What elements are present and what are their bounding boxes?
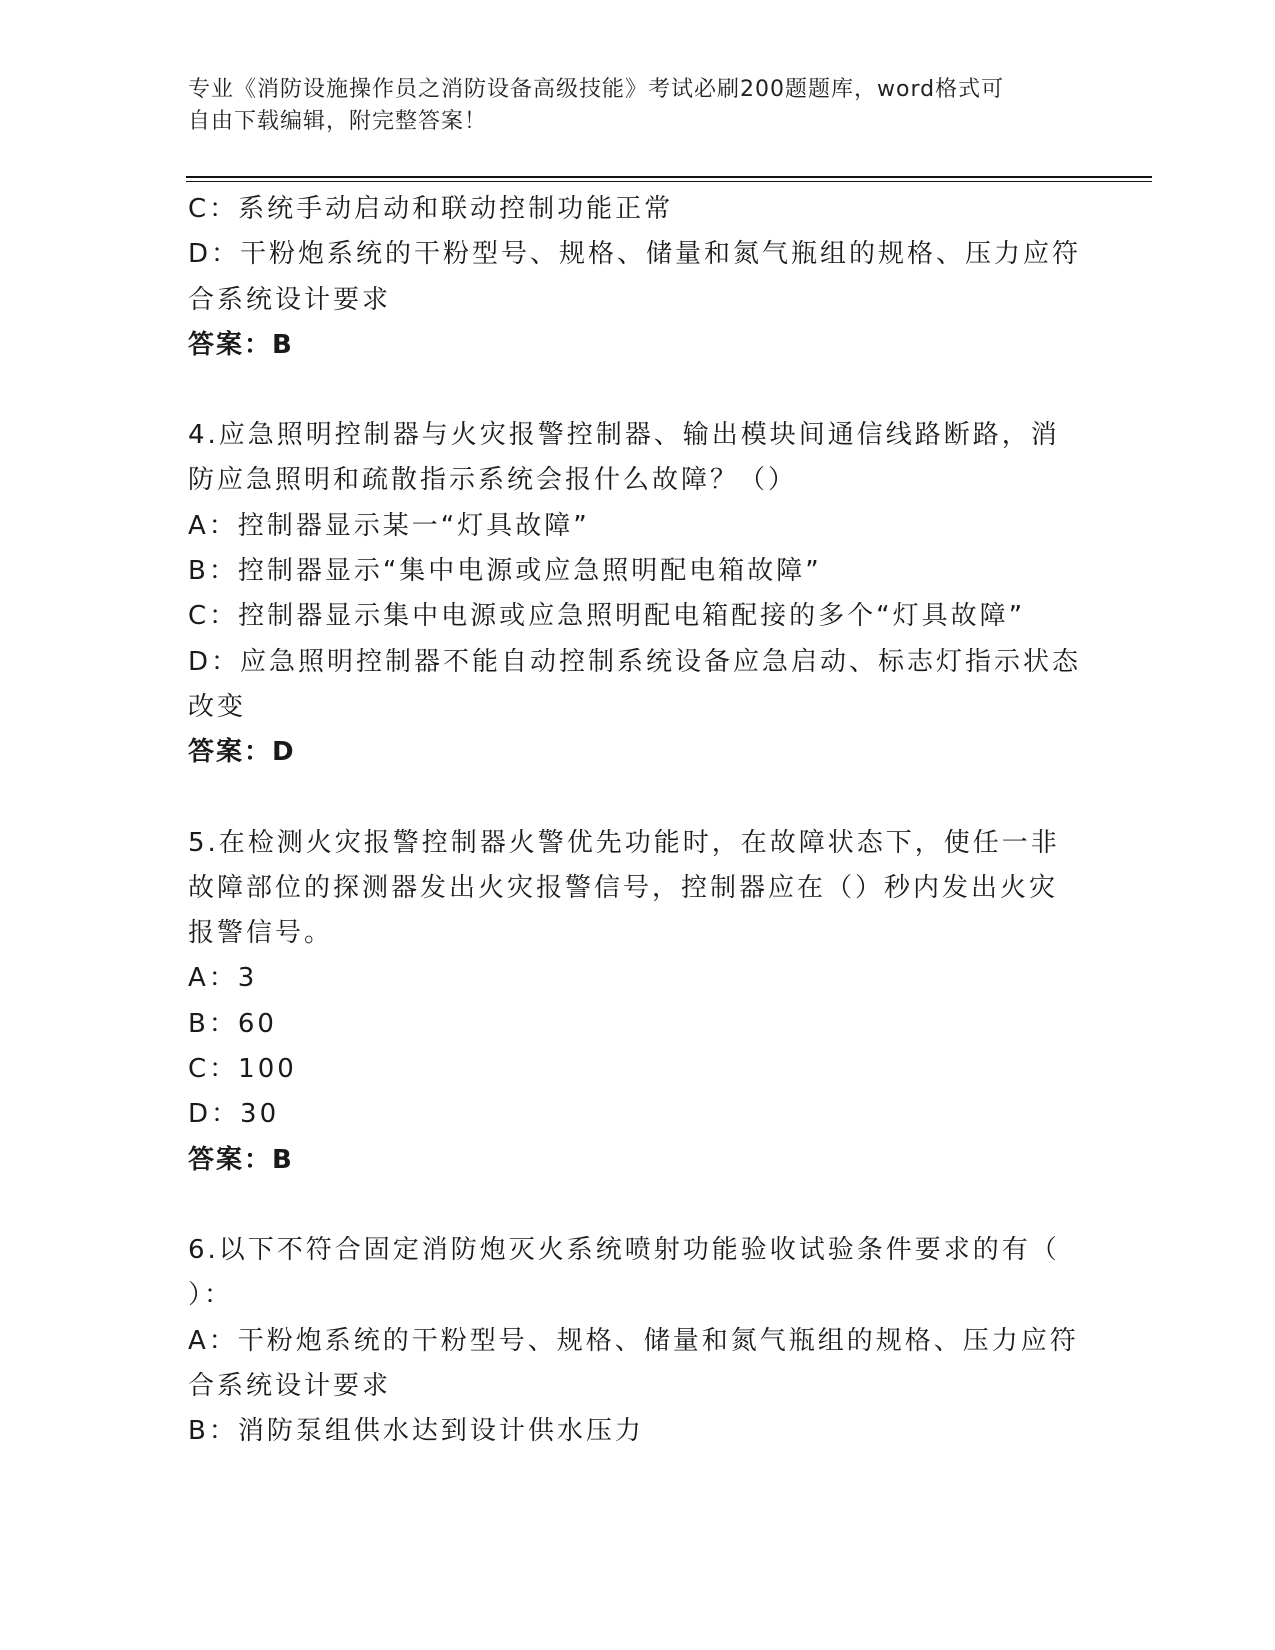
question-stem-line-3: 报警信号。 xyxy=(188,918,334,949)
option-d-line-1: D：应急照明控制器不能自动控制系统设备应急启动、标志灯指示状态 xyxy=(188,646,1082,677)
option-c-line-1: C：系统手动启动和联动控制功能正常 xyxy=(188,194,674,224)
header-line-2: 自由下载编辑，附完整答案！ xyxy=(188,109,488,134)
header-divider-thin xyxy=(186,181,1152,182)
question-stem-line-1: 6.以下不符合固定消防炮灭火系统喷射功能验收试验条件要求的有（ xyxy=(188,1234,1060,1265)
option-a-line-1: A：控制器显示某一“灯具故障” xyxy=(188,510,590,541)
answer-line: 答案：B xyxy=(188,1144,294,1175)
answer-line: 答案：D xyxy=(188,737,296,768)
option-a-line-1: A：干粉炮系统的干粉型号、规格、储量和氮气瓶组的规格、压力应符 xyxy=(188,1325,1079,1356)
question-stem-line-2: ）： xyxy=(188,1280,234,1311)
question-block-6 xyxy=(188,1228,1088,1454)
option-d-line-2: 改变 xyxy=(188,691,247,722)
option-b-line-1: B：控制器显示“集中电源或应急照明配电箱故障” xyxy=(188,556,822,587)
option-a-line-1: A：3 xyxy=(188,963,258,994)
header-divider-thick xyxy=(186,176,1152,178)
question-list xyxy=(188,187,1088,1454)
spacer xyxy=(188,368,1088,413)
spacer xyxy=(188,776,1088,821)
option-a-line-2: 合系统设计要求 xyxy=(188,1370,392,1401)
question-stem-line-2: 故障部位的探测器发出火灾报警信号，控制器应在（）秒内发出火灾 xyxy=(188,872,1059,903)
header-line-1: 专业《消防设施操作员之消防设备高级技能》考试必刷200题题库，word格式可 xyxy=(188,77,1005,102)
option-d-line-2: 合系统设计要求 xyxy=(188,284,392,315)
question-block-5 xyxy=(188,821,1088,1183)
option-c-line-1: C：100 xyxy=(188,1054,297,1085)
option-d-line-1: D：30 xyxy=(188,1099,280,1130)
question-block-3 xyxy=(188,187,1088,368)
option-d-line-1: D：干粉炮系统的干粉型号、规格、储量和氮气瓶组的规格、压力应符 xyxy=(188,239,1082,270)
option-c-line-1: C：控制器显示集中电源或应急照明配电箱配接的多个“灯具故障” xyxy=(188,601,1026,632)
question-stem-line-1: 5.在检测火灾报警控制器火警优先功能时，在故障状态下，使任一非 xyxy=(188,827,1060,858)
question-stem-line-2: 防应急照明和疏散指示系统会报什么故障？（） xyxy=(188,465,798,496)
option-b-line-1: B：消防泵组供水达到设计供水压力 xyxy=(188,1416,644,1447)
option-b-line-1: B：60 xyxy=(188,1008,277,1039)
question-block-4 xyxy=(188,413,1088,775)
document-header xyxy=(188,74,1068,138)
spacer xyxy=(188,1183,1088,1228)
answer-line: 答案：B xyxy=(188,329,294,360)
question-stem-line-1: 4.应急照明控制器与火灾报警控制器、输出模块间通信线路断路，消 xyxy=(188,420,1060,451)
